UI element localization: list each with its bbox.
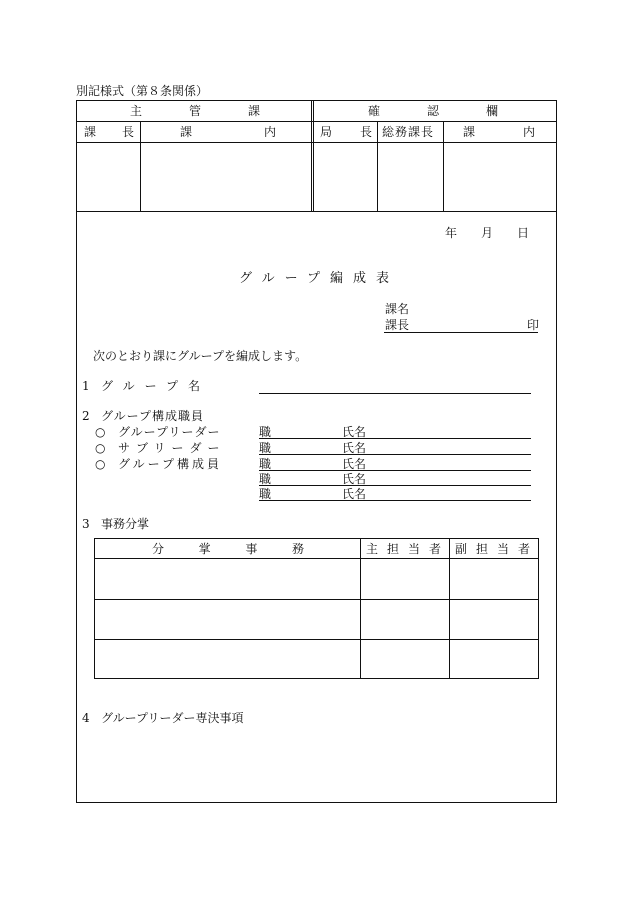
name-label: 氏名: [342, 472, 367, 486]
col-general-affairs-chief: 総務課長: [382, 125, 435, 139]
item4-number: 4: [82, 711, 90, 725]
name-label: 氏名: [342, 441, 367, 455]
role-group-leader: グループリーダー: [118, 425, 221, 439]
col-section-chief: 課 長: [84, 125, 134, 139]
intro-text: 次のとおり課にグループを編成します。: [93, 349, 308, 363]
date-year-label: 年: [445, 226, 458, 240]
dept-chief-label: 課長: [385, 318, 410, 332]
role-sub-leader: サブリーダー: [118, 441, 226, 455]
name-label: 氏名: [342, 425, 367, 439]
col-bureau-chief: 局 長: [320, 125, 372, 139]
post-label: 職: [259, 425, 272, 439]
name-label: 氏名: [342, 487, 367, 501]
form-label: 別記様式（第８条関係）: [76, 84, 209, 98]
role-marker-member: ○: [95, 457, 106, 471]
col-section-inner: 課 内: [180, 125, 276, 139]
date-month-label: 月: [481, 226, 494, 240]
name-label: 氏名: [342, 457, 367, 471]
approval-main-section-header: 主 管 課: [130, 104, 260, 118]
post-label: 職: [259, 487, 272, 501]
item1-label: グループ名: [101, 379, 211, 393]
dept-name-label: 課名: [385, 302, 410, 316]
role-marker-sub: ○: [95, 441, 106, 455]
item1-number: 1: [82, 379, 90, 393]
col-sub-person: 副担当者: [455, 542, 540, 556]
item3-label: 事務分掌: [101, 517, 150, 531]
post-label: 職: [259, 457, 272, 471]
item3-number: 3: [82, 517, 90, 531]
dept-chief-line: [384, 332, 538, 333]
item4-label: グループリーダー専決事項: [101, 711, 244, 725]
col-section-inner-2: 課 内: [463, 125, 535, 139]
item2-number: 2: [82, 409, 90, 423]
group-name-line: [259, 393, 531, 394]
item2-label: グループ構成職員: [101, 409, 205, 423]
seal-label: 印: [527, 318, 540, 332]
duties-table: [94, 538, 539, 679]
document-title: グループ編成表: [239, 271, 399, 286]
post-label: 職: [259, 441, 272, 455]
role-marker-leader: ○: [95, 425, 106, 439]
date-day-label: 日: [517, 226, 530, 240]
approval-confirm-header: 確 認 欄: [368, 104, 498, 118]
post-label: 職: [259, 472, 272, 486]
role-group-member: グループ構成員: [118, 457, 223, 471]
col-main-person: 主担当者: [366, 542, 451, 556]
col-duties: 分 掌 事 務: [152, 542, 304, 556]
